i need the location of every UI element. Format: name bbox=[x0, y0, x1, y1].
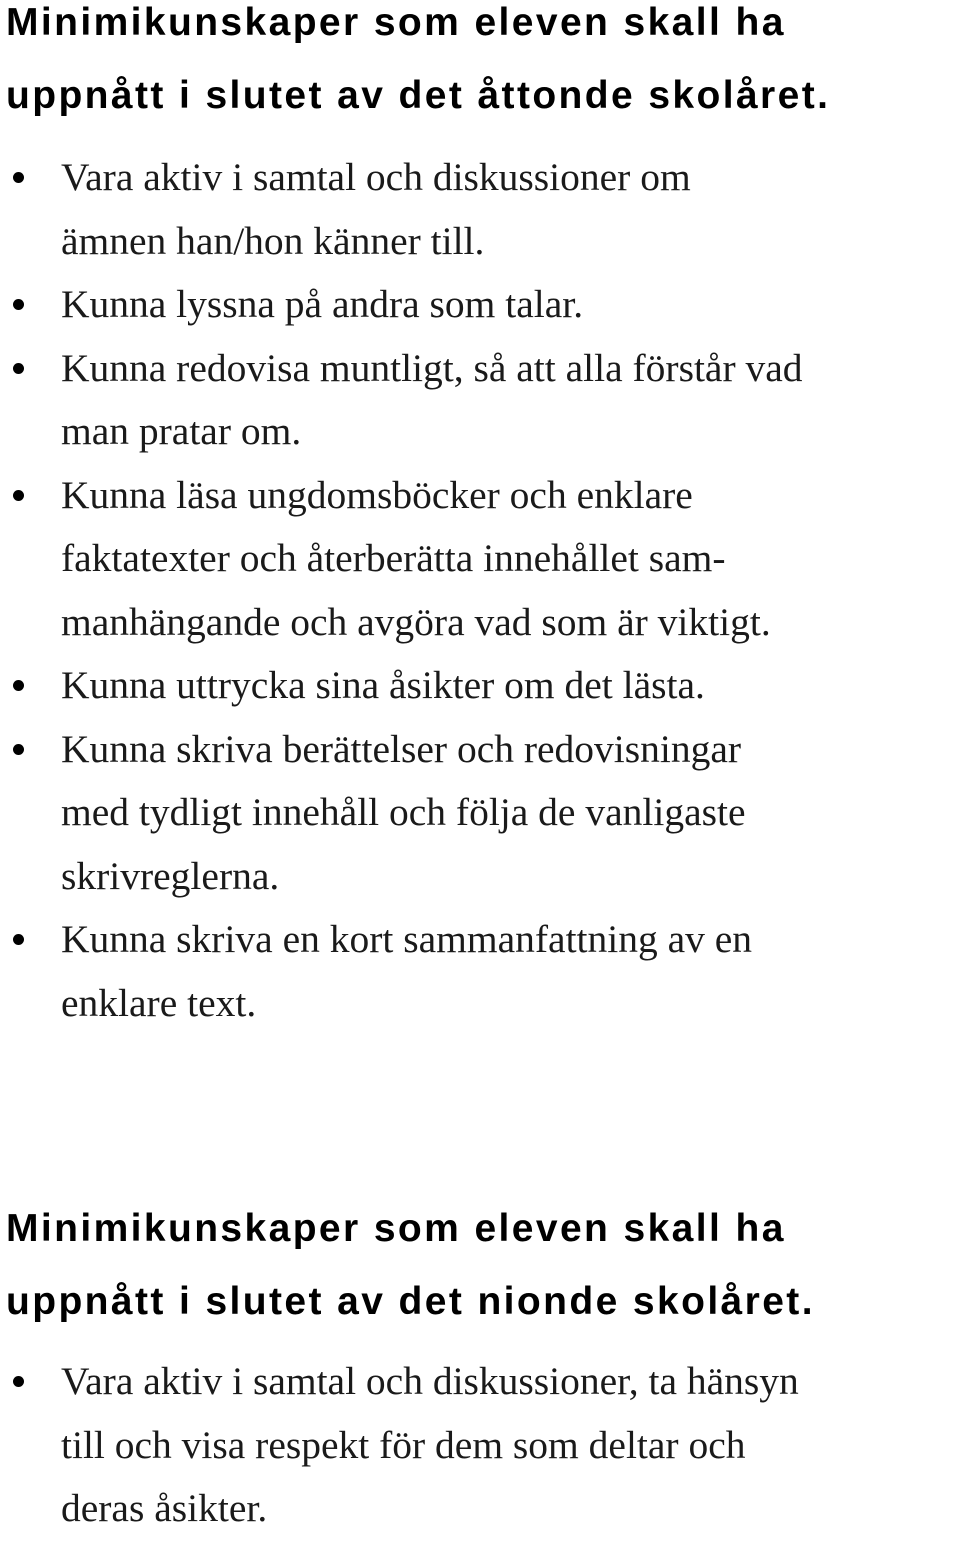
list-item bbox=[0, 337, 960, 464]
bullet-dot-icon bbox=[13, 1376, 24, 1387]
bullet-dot-icon bbox=[13, 680, 24, 691]
item-line: Vara aktiv i samtal och diskussioner om bbox=[61, 155, 691, 199]
item-line: med tydligt innehåll och följa de vanligaste bbox=[61, 790, 746, 834]
section-heading bbox=[0, 1192, 960, 1338]
list-item bbox=[0, 146, 960, 273]
item-line: faktatexter och återberätta innehållet sam- bbox=[61, 536, 726, 580]
list-item bbox=[0, 718, 960, 909]
section-ninth-year bbox=[0, 1192, 960, 1541]
item-line: Vara aktiv i samtal och diskussioner, ta hänsyn bbox=[61, 1359, 799, 1403]
heading-line: Minimikunskaper som eleven skall ha bbox=[6, 1, 786, 44]
item-line: Kunna uttrycka sina åsikter om det lästa. bbox=[61, 663, 705, 707]
item-line: till och visa respekt för dem som deltar och bbox=[61, 1422, 746, 1467]
item-line: man pratar om. bbox=[61, 409, 302, 453]
heading-line: Minimikunskaper som eleven skall ha bbox=[6, 1207, 786, 1250]
item-line: skrivreglerna. bbox=[61, 853, 280, 898]
item-line: deras åsikter. bbox=[61, 1486, 268, 1530]
list-item bbox=[0, 273, 960, 337]
bullet-dot-icon bbox=[13, 490, 24, 501]
heading-line: uppnått i slutet av det nionde skolåret. bbox=[6, 1280, 815, 1323]
bullet-dot-icon bbox=[13, 363, 24, 374]
bullet-dot-icon bbox=[13, 299, 24, 310]
item-line: Kunna lyssna på andra som talar. bbox=[61, 282, 584, 326]
item-line: enklare text. bbox=[61, 980, 257, 1025]
section-heading bbox=[0, 0, 960, 132]
list-item bbox=[0, 654, 960, 718]
item-line: Kunna skriva en kort sammanfattning av en bbox=[61, 917, 753, 961]
item-line: Kunna redovisa muntligt, så att alla förstår vad bbox=[61, 345, 803, 390]
bullet-dot-icon bbox=[13, 934, 24, 945]
list-item bbox=[0, 908, 960, 1035]
item-line: manhängande och avgöra vad som är viktigt. bbox=[61, 599, 771, 644]
bullet-list bbox=[0, 1350, 960, 1541]
item-line: Kunna skriva berättelser och redovisningar bbox=[61, 726, 742, 771]
bullet-dot-icon bbox=[13, 744, 24, 755]
bullet-list bbox=[0, 146, 960, 1035]
list-item bbox=[0, 464, 960, 655]
list-item bbox=[0, 1350, 960, 1541]
heading-line: uppnått i slutet av det åttonde skolåret. bbox=[6, 74, 831, 117]
item-line: ämnen han/hon känner till. bbox=[61, 218, 485, 263]
bullet-dot-icon bbox=[13, 172, 24, 183]
item-line: Kunna läsa ungdomsböcker och enklare bbox=[61, 472, 693, 517]
